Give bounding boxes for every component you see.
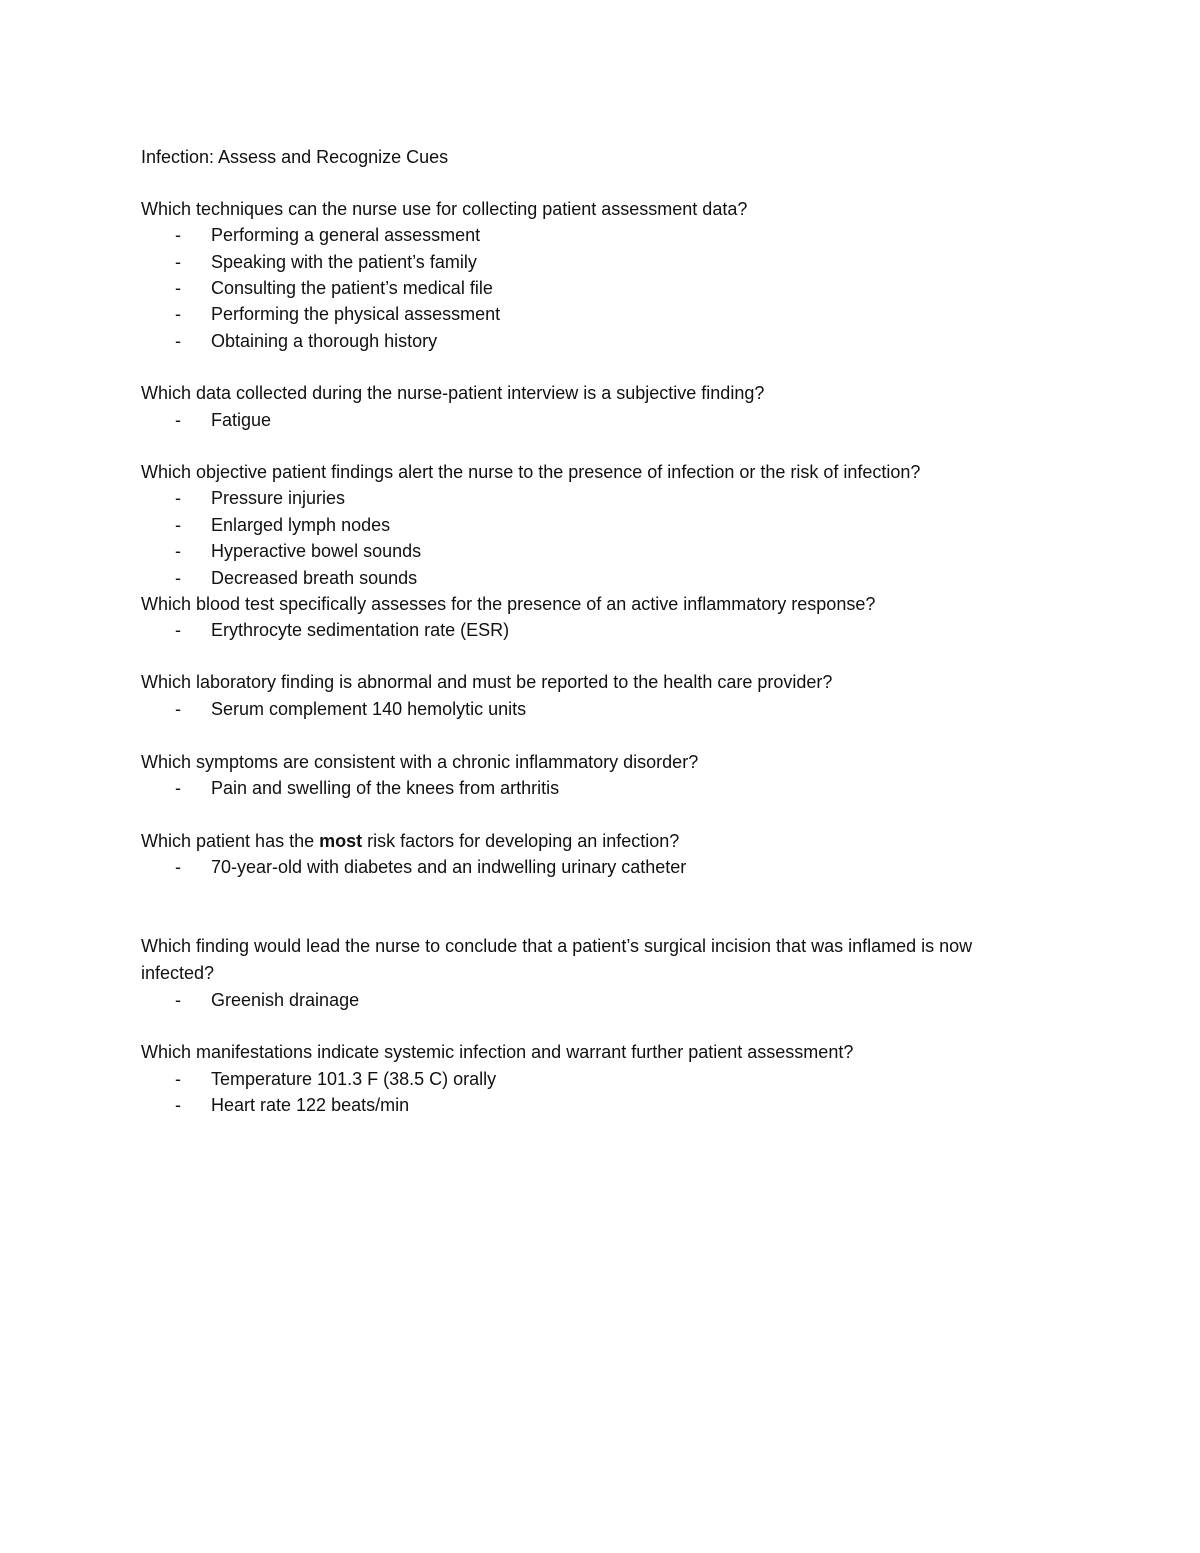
question-4: Which blood test specifically assesses for the presence of an active inflammatory response? — [141, 594, 876, 614]
answer-text: Greenish drainage — [211, 990, 360, 1010]
question-7-emphasis: most — [319, 831, 363, 851]
question-6: Which symptoms are consistent with a chronic inflammatory disorder? — [141, 752, 699, 772]
question-5: Which laboratory finding is abnormal and must be reported to the health care provider? — [141, 672, 833, 692]
bullet-dash: - — [175, 252, 181, 272]
bullet-dash: - — [175, 225, 181, 245]
bullet-dash: - — [175, 857, 181, 877]
bullet-dash: - — [175, 410, 181, 430]
bullet-dash: - — [175, 331, 181, 351]
question-8: Which finding would lead the nurse to conclude that a patient’s surgical incision that was inflamed is now infected? — [141, 936, 973, 983]
question-2: Which data collected during the nurse-patient interview is a subjective finding? — [141, 383, 765, 403]
answer-text: Hyperactive bowel sounds — [211, 541, 422, 561]
question-7-text-start: Which patient has the — [141, 831, 320, 851]
answer-text: Pressure injuries — [211, 488, 346, 508]
answer-text: Heart rate 122 beats/min — [211, 1095, 410, 1115]
answer-text: Serum complement 140 hemolytic units — [211, 699, 527, 719]
bullet-dash: - — [175, 541, 181, 561]
answer-text: Enlarged lymph nodes — [211, 515, 391, 535]
answer-text: Obtaining a thorough history — [211, 331, 438, 351]
bullet-dash: - — [175, 699, 181, 719]
bullet-dash: - — [175, 488, 181, 508]
bullet-dash: - — [175, 1095, 181, 1115]
answer-text: Speaking with the patient’s family — [211, 252, 477, 272]
question-7-text-end: risk factors for developing an infection? — [362, 831, 680, 851]
answer-text: Performing the physical assessment — [211, 304, 501, 324]
bullet-dash: - — [175, 278, 181, 298]
answer-text: Performing a general assessment — [211, 225, 481, 245]
answer-text: Pain and swelling of the knees from arthritis — [211, 778, 560, 798]
bullet-dash: - — [175, 515, 181, 535]
answer-text: Fatigue — [211, 410, 272, 430]
answer-text: 70-year-old with diabetes and an indwelling urinary catheter — [211, 857, 687, 877]
question-9: Which manifestations indicate systemic infection and warrant further patient assessment? — [141, 1042, 854, 1062]
bullet-dash: - — [175, 990, 181, 1010]
bullet-dash: - — [175, 620, 181, 640]
answer-text: Decreased breath sounds — [211, 568, 418, 588]
bullet-dash: - — [175, 568, 181, 588]
bullet-dash: - — [175, 1069, 181, 1089]
question-1: Which techniques can the nurse use for collecting patient assessment data? — [141, 199, 748, 219]
question-3: Which objective patient findings alert the nurse to the presence of infection or the risk of infection? — [141, 462, 921, 482]
question-7 — [141, 828, 1041, 855]
bullet-dash: - — [175, 304, 181, 324]
answer-text: Erythrocyte sedimentation rate (ESR) — [211, 620, 510, 640]
answer-text: Consulting the patient’s medical file — [211, 278, 493, 298]
bullet-dash: - — [175, 778, 181, 798]
answer-text: Temperature 101.3 F (38.5 C) orally — [211, 1069, 497, 1089]
document-title: Infection: Assess and Recognize Cues — [141, 147, 449, 167]
